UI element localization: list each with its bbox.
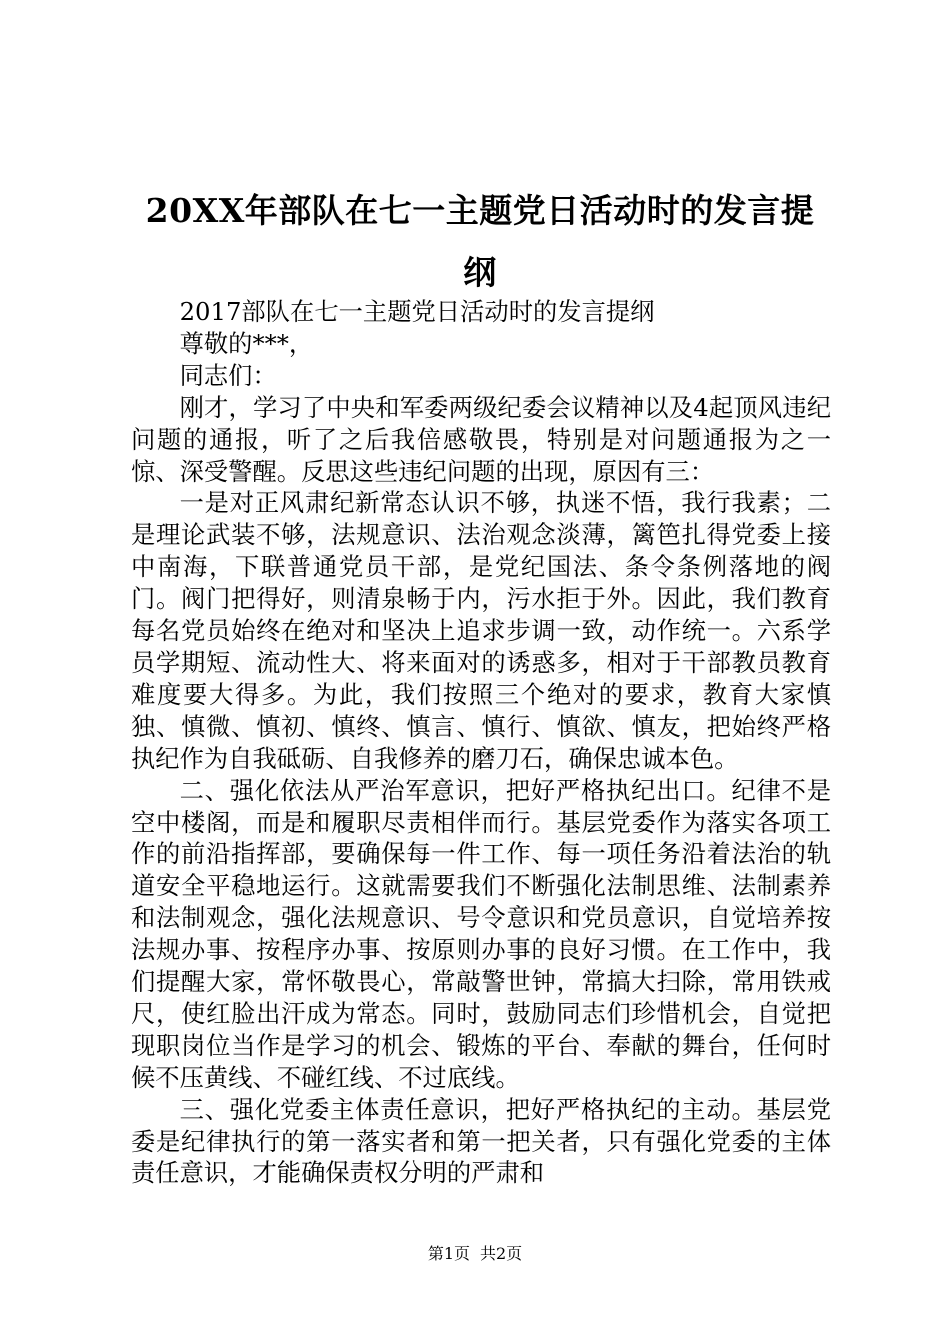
document-title: 20XX年部队在七一主题党日活动时的发言提纲 (145, 191, 815, 292)
greeting-paragraph: 同志们： (179, 360, 277, 390)
subtitle-paragraph: 2017部队在七一主题党日活动时的发言提纲 (179, 297, 655, 326)
body-paragraph: 二、强化依法从严治军意识，把好严格执纪出口。纪律不是空中楼阁，而是和履职尽责相伴而行。基层党委作为落实各项工作的前沿指挥部，要确保每一件工作、每一项任务沿着法治的轨道安全平稳地运行。这就需要我们不断强化法制思维、法制素养和法制观念，强化法规意识、号令意识和党员意识，自觉培养按法规办事、按程序办事、按原则办事的良好习惯。在工作中，我们提醒大家，常怀敬畏心，常敲警世钟，常搞大扫除，常用铁戒尺，使红脸出汗成为常态。同时，鼓励同志们珍惜机会，自觉把现职岗位当作是学习的机会、锻炼的平台、奉献的舞台，任何时候不压黄线、不碰红线、不过底线。 (131, 775, 831, 1092)
salutation-paragraph: 尊敬的***， (179, 328, 314, 358)
page-number: 第1页 (427, 1244, 470, 1263)
page-total: 共2页 (480, 1244, 523, 1263)
body-paragraph: 三、强化党委主体责任意识，把好严格执纪的主动。基层党委是纪律执行的第一落实者和第一把关者，只有强化党委的主体责任意识，才能确保责权分明的严肃和 (131, 1094, 831, 1188)
document-body (131, 296, 831, 1189)
body-paragraph: 刚才，学习了中央和军委两级纪委会议精神以及4起顶风违纪问题的通报，听了之后我倍感敬畏，特别是对问题通报为之一惊、深受警醒。反思这些违纪问题的出现，原因有三： (131, 392, 831, 486)
body-paragraph: 一是对正风肃纪新常态认识不够，执迷不悟，我行我素；二是理论武装不够，法规意识、法治观念淡薄，篱笆扎得党委上接中南海，下联普通党员干部，是党纪国法、条令条例落地的阀门。阀门把得好，则清泉畅于内，污水拒于外。因此，我们教育每名党员始终在绝对和坚决上追求步调一致，动作统一。六系学员学期短、流动性大、将来面对的诱惑多，相对于干部教员教育难度要大得多。为此，我们按照三个绝对的要求，教育大家慎独、慎微、慎初、慎终、慎言、慎行、慎欲、慎友，把始终严格执纪作为自我砥砺、自我修养的磨刀石，确保忠诚本色。 (131, 488, 831, 773)
page-footer (0, 1244, 950, 1264)
